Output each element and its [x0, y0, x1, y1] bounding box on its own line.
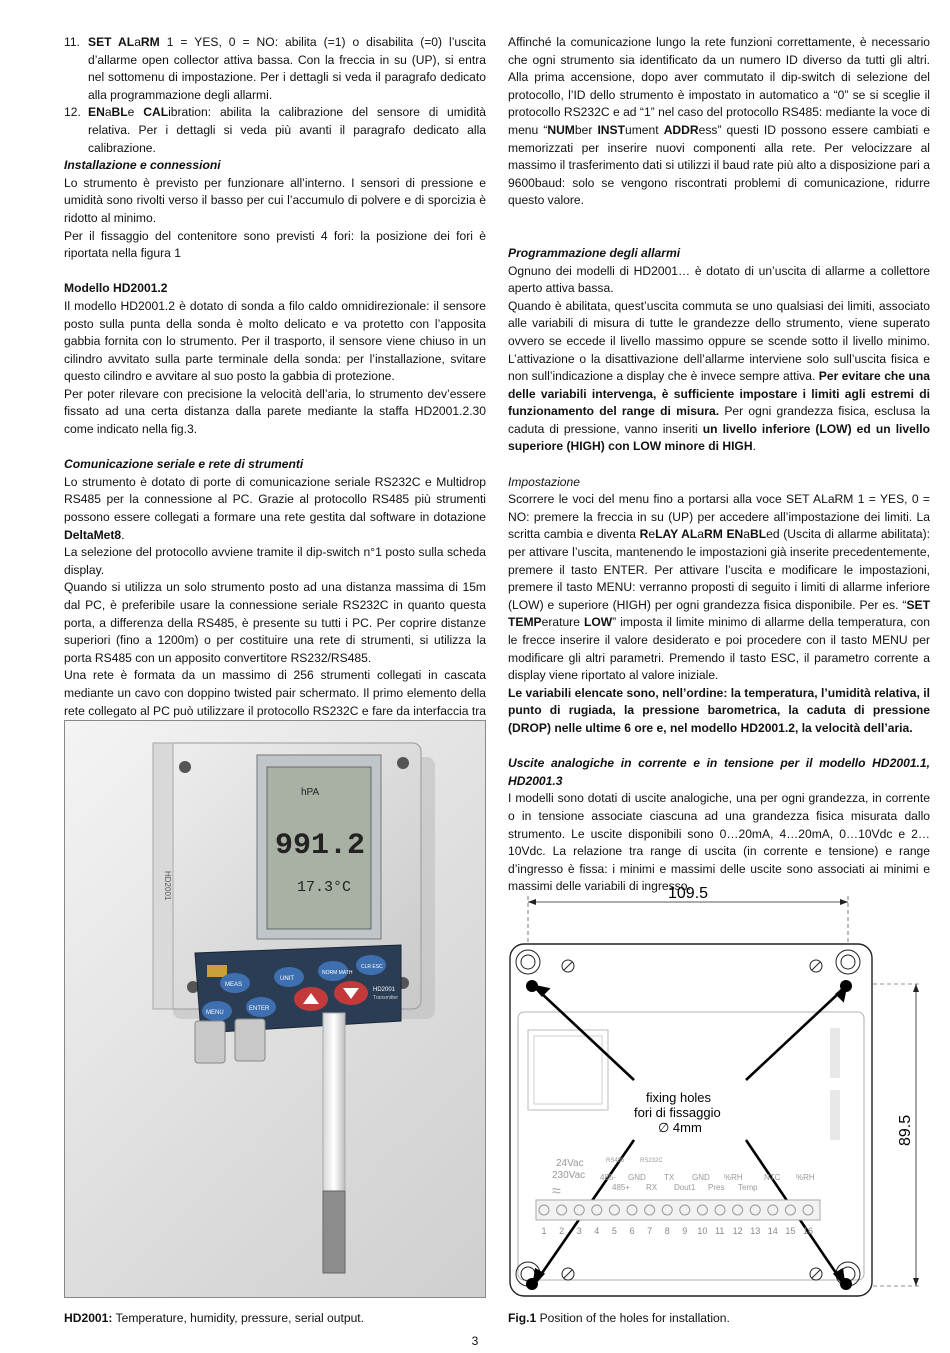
left-column	[64, 34, 486, 773]
terminal-label: TX	[664, 1173, 675, 1182]
photo-caption: HD2001: Temperature, humidity, pressure, serial output.	[64, 1311, 365, 1325]
terminal-number: 12	[732, 1226, 743, 1236]
button-label: MEAS	[225, 982, 243, 988]
terminal-label: Pres	[708, 1183, 725, 1192]
ac-symbol: ≈	[552, 1183, 561, 1200]
terminal-label: 485-	[600, 1173, 617, 1182]
terminal-header: RS485	[606, 1158, 625, 1164]
button-label: NORM MATH	[322, 970, 353, 976]
product-photo	[64, 720, 486, 1298]
terminal-number: 10	[697, 1226, 708, 1236]
terminal-number: 9	[682, 1226, 688, 1236]
terminal-label: NTC	[764, 1173, 781, 1182]
menu-code: RM	[140, 35, 160, 49]
lcd-main-value: 991.2	[275, 829, 366, 863]
terminal-label: %RH	[796, 1173, 815, 1182]
terminal-label: GND	[692, 1173, 710, 1182]
side-label: HD2001	[163, 871, 172, 901]
terminal-number: 14	[767, 1226, 778, 1236]
probe-sensor-tip	[323, 1191, 345, 1273]
paragraph: Affinché la comunicazione lungo la rete funzioni correttamente, è necessario che ogni strumento sia identificato da un numero ID diverso da tutti gli altri. Alla prima accensione, dopo aver commutato il dip-switch di selezione del protocollo, l’ID dello strumento è impostato in automatico a “0” se si sceglie il protocollo RS232C e ad “1” nel caso del protocollo RS485: mediante la voce di menu “NUMber INSTument ADDRess” questi ID possono essere cambiati e memorizzati per inserire nuovi componenti alla rete. Per velocizzare al massimo il trasferimento dati si utilizzi il baud rate più alto a disposizione pari a 9600baud: solo se vengono riscontrati problemi di comunicazione, ridurre questo valore.	[508, 35, 930, 208]
terminal-number: 4	[594, 1226, 600, 1236]
width-dimension: 109.5	[668, 885, 709, 902]
list-item-text: ibration: abilita la calibrazione del sensore di umidità relativa. Per i dettagli si veda più avanti il paragrafo dedicato alla calibrazione.	[88, 105, 487, 155]
paragraph: Quando si utilizza un solo strumento posto ad una distanza massima di 15m dal PC, è preferibile usare la connessione seriale RS232C in quanto questa porta, a differenza della RS485, è presente su tutti i PC. Per coprire distanze superiori (fino a 1200m) o per costituire una rete di strumenti, si utilizza la porta RS485 con un apposito convertitore RS232/RS485.	[64, 580, 486, 665]
button-label: MENU	[206, 1010, 224, 1016]
transmitter-illustration	[65, 721, 485, 1297]
right-column	[508, 34, 930, 896]
brand-sub-label: Transmitter	[373, 995, 399, 1001]
power-label: 230Vac	[552, 1170, 586, 1181]
paragraph: Per il fissaggio del contenitore sono previsti 4 fori: la posizione dei fori è riportata nella figura 1	[64, 228, 486, 261]
cable-gland	[235, 1019, 265, 1061]
paragraph: La selezione del protocollo avviene tramite il dip-switch n°1 posto sulla scheda display.	[64, 545, 486, 577]
terminal-number: 3	[576, 1226, 582, 1236]
hole-diameter-label: ∅ 4mm	[658, 1120, 702, 1135]
terminal-label: 485+	[612, 1183, 631, 1192]
section-heading-analog: Uscite analogiche in corrente e in tensione per il modello HD2001.1, HD2001.3	[508, 756, 930, 788]
paragraph: Per poter rilevare con precisione la velocità dell’aria, lo strumento dev’essere fissato ad una certa distanza dalla parete mediante la staffa HD2001.2.30 come indicato nella fig.3.	[64, 386, 486, 437]
menu-code-lower: a	[134, 35, 141, 49]
list-number: 11.	[64, 35, 80, 49]
lcd-secondary-value: 17.3°C	[297, 879, 352, 896]
terminal-number: 5	[611, 1226, 617, 1236]
terminal-number: 7	[647, 1226, 653, 1236]
paragraph: Lo strumento è dotato di porte di comunicazione seriale RS232C e Multidrop RS485 per la connessione al PC. Grazie al protocollo RS485 più strumenti possono essere collegati a formare una rete gestita dal software in dotazione DeltaMet8.	[64, 474, 486, 542]
menu-code: EN	[88, 105, 105, 120]
terminal-number: 16	[803, 1226, 814, 1236]
terminal-label: Temp	[738, 1183, 758, 1192]
section-heading-model: Modello HD2001.2	[64, 281, 168, 296]
menu-code: CAL	[143, 105, 169, 120]
section-heading-installation: Installazione e connessioni	[64, 158, 221, 173]
paragraph: Quando è abilitata, quest’uscita commuta se uno qualsiasi dei limiti, associato alle variabili di misura di tutte le grandezze dello strumento, viene superato ovvero se eccede il livello massimo oppure se scende sotto il livello minimo. L’attivazione o la disattivazione dell’allarme interviene solo sull’uscita fisica e non sull’indicazione a display che è invece sempre attiva. Per evitare che una delle variabili intervenga, è sufficiente impostare i limiti agli estremi di funzionamento del range di misura. Per ogni grandezza fisica, esclusa la caduta di pressione, vanno inseriti un livello inferiore (LOW) ed un livello superiore (HIGH) con LOW minore di HIGH.	[508, 298, 931, 454]
menu-code: SET AL	[88, 35, 135, 49]
height-dimension: 89.5	[897, 1114, 914, 1146]
menu-code-lower: a	[104, 105, 112, 120]
fixing-holes-label-en: fixing holes	[646, 1090, 712, 1105]
terminal-label: Dout1	[674, 1183, 696, 1192]
terminal-number: 11	[715, 1226, 725, 1236]
brand-label: HD2001	[373, 987, 396, 993]
cable-gland	[195, 1021, 225, 1063]
list-number: 12.	[64, 105, 81, 120]
section-heading-alarms: Programmazione degli allarmi	[508, 245, 681, 260]
paragraph: Ognuno dei modelli di HD2001… è dotato di un’uscita di allarme a collettore aperto attiva bassa.	[508, 263, 930, 296]
section-heading-serial: Comunicazione seriale e rete di strumenti	[64, 457, 304, 472]
terminal-number: 1	[541, 1226, 547, 1236]
paragraph: Una rete è formata da un massimo di 256 strumenti collegati in cascata mediante un cavo con doppino twisted pair schermato. Il primo elemento della rete collegato al PC può utilizzare il protocollo RS232C e fare da interfaccia tra	[64, 668, 486, 718]
section-heading-settings: Impostazione	[508, 474, 580, 489]
screw-icon	[179, 761, 191, 773]
mounting-diagram	[500, 870, 930, 1300]
figure-caption: Fig.1 Position of the holes for installation.	[508, 1311, 730, 1325]
terminal-label: GND	[628, 1173, 646, 1182]
button-label: CLR ESC	[361, 964, 383, 970]
terminal-label: %RH	[724, 1173, 743, 1182]
terminal-number: 15	[785, 1226, 796, 1236]
paragraph: Lo strumento è previsto per funzionare all’interno. I sensori di pressione e umidità sono rivolti verso il basso per cui l’accumulo di polvere e di sporcizia è ridotto al minimo.	[64, 175, 486, 225]
terminal-header: RS232C	[640, 1158, 663, 1164]
terminal-label: RX	[646, 1183, 658, 1192]
mounting-diagram-svg	[500, 870, 930, 1300]
list-item-text: 1 = YES, 0 = NO: abilita (=1) o disabilita (=0) l’uscita d’allarme open collector attiva bassa. Con la freccia in su (UP), si entra nel sottomenu di impostazione. Per i dettagli si veda il paragrafo dedicato alla programmazione degli allarmi.	[88, 35, 486, 102]
list-item-11	[64, 34, 486, 104]
terminal-number: 13	[750, 1226, 761, 1236]
button-label: UNIT	[280, 976, 294, 982]
logo	[207, 965, 227, 977]
list-item-12	[64, 104, 486, 157]
fixing-holes-label-it: fori di fissaggio	[634, 1105, 721, 1120]
button-label: ENTER	[249, 1006, 270, 1012]
page-number: 3	[471, 1334, 479, 1348]
menu-code: BL	[111, 105, 128, 120]
terminal-number: 2	[559, 1226, 565, 1236]
power-label: 24Vac	[556, 1158, 584, 1169]
terminal-number: 8	[664, 1226, 670, 1236]
screw-icon	[397, 757, 409, 769]
paragraph: I modelli sono dotati di uscite analogiche, una per ogni grandezza, in corrente o in tensione associate ciascuna ad una grandezza fisica misurata dallo strumento. Le uscite disponibili sono 0…20mA, 4…20mA, 0…10Vdc e 2…10Vdc. La relazione tra range di uscita (in corrente e tensione) e range d’ingresso è fissa: i minimi e massimi delle uscite sono associati ai minimi e massimi delle variabili di ingresso.	[508, 791, 930, 894]
paragraph-bold: Le variabili elencate sono, nell’ordine: la temperatura, l’umidità relativa, il punto di rugiada, la pressione barometrica, la caduta di pressione (DROP) nelle ultime 6 ore e, nel modello HD2001.2, la velocità dell’aria.	[508, 685, 930, 735]
terminal-number: 6	[629, 1226, 635, 1236]
lcd-unit: hPA	[301, 787, 320, 798]
paragraph: Il modello HD2001.2 è dotato di sonda a filo caldo omnidirezionale: il sensore posto sulla punta della sonda è molto delicato e va protetto con l’apposita gabbia fornita con lo strumento. Per il trasporto, il sensore viene chiuso in un cilindro avvitato sulla parte terminale della sonda: per l’installazione, svitare questo cilindro e avvitare al suo posto la gabbia di protezione.	[64, 298, 486, 384]
paragraph: Scorrere le voci del menu fino a portarsi alla voce SET ALaRM 1 = YES, 0 = NO: premere la freccia in su (UP) per accedere all’impostazione dei limiti. La scritta cambia e diventa ReLAY ALaRM ENaBLed (Uscita di allarme abilitata): per attivare l’uscita, mantenendo le impostazioni già inserite precedentemente, premere il tasto ENTER. Per attivare l’uscita e modificare le impostazioni, premere il tasto MENU: verranno proposti di seguito i limiti di allarme inferiore (LOW) e superiore (HIGH) per ogni grandezza fisica disponibile. Per es. “SET TEMPerature LOW” imposta il limite minimo di allarme della temperatura, con le frecce inserire il valore desiderato e poi procedere con il tasto MENU per modificare gli altri parametri. Premendo il tasto ESC, il parametro corrente a display viene riportato al valore iniziale.	[508, 492, 931, 683]
menu-code-lower: e	[127, 105, 144, 120]
